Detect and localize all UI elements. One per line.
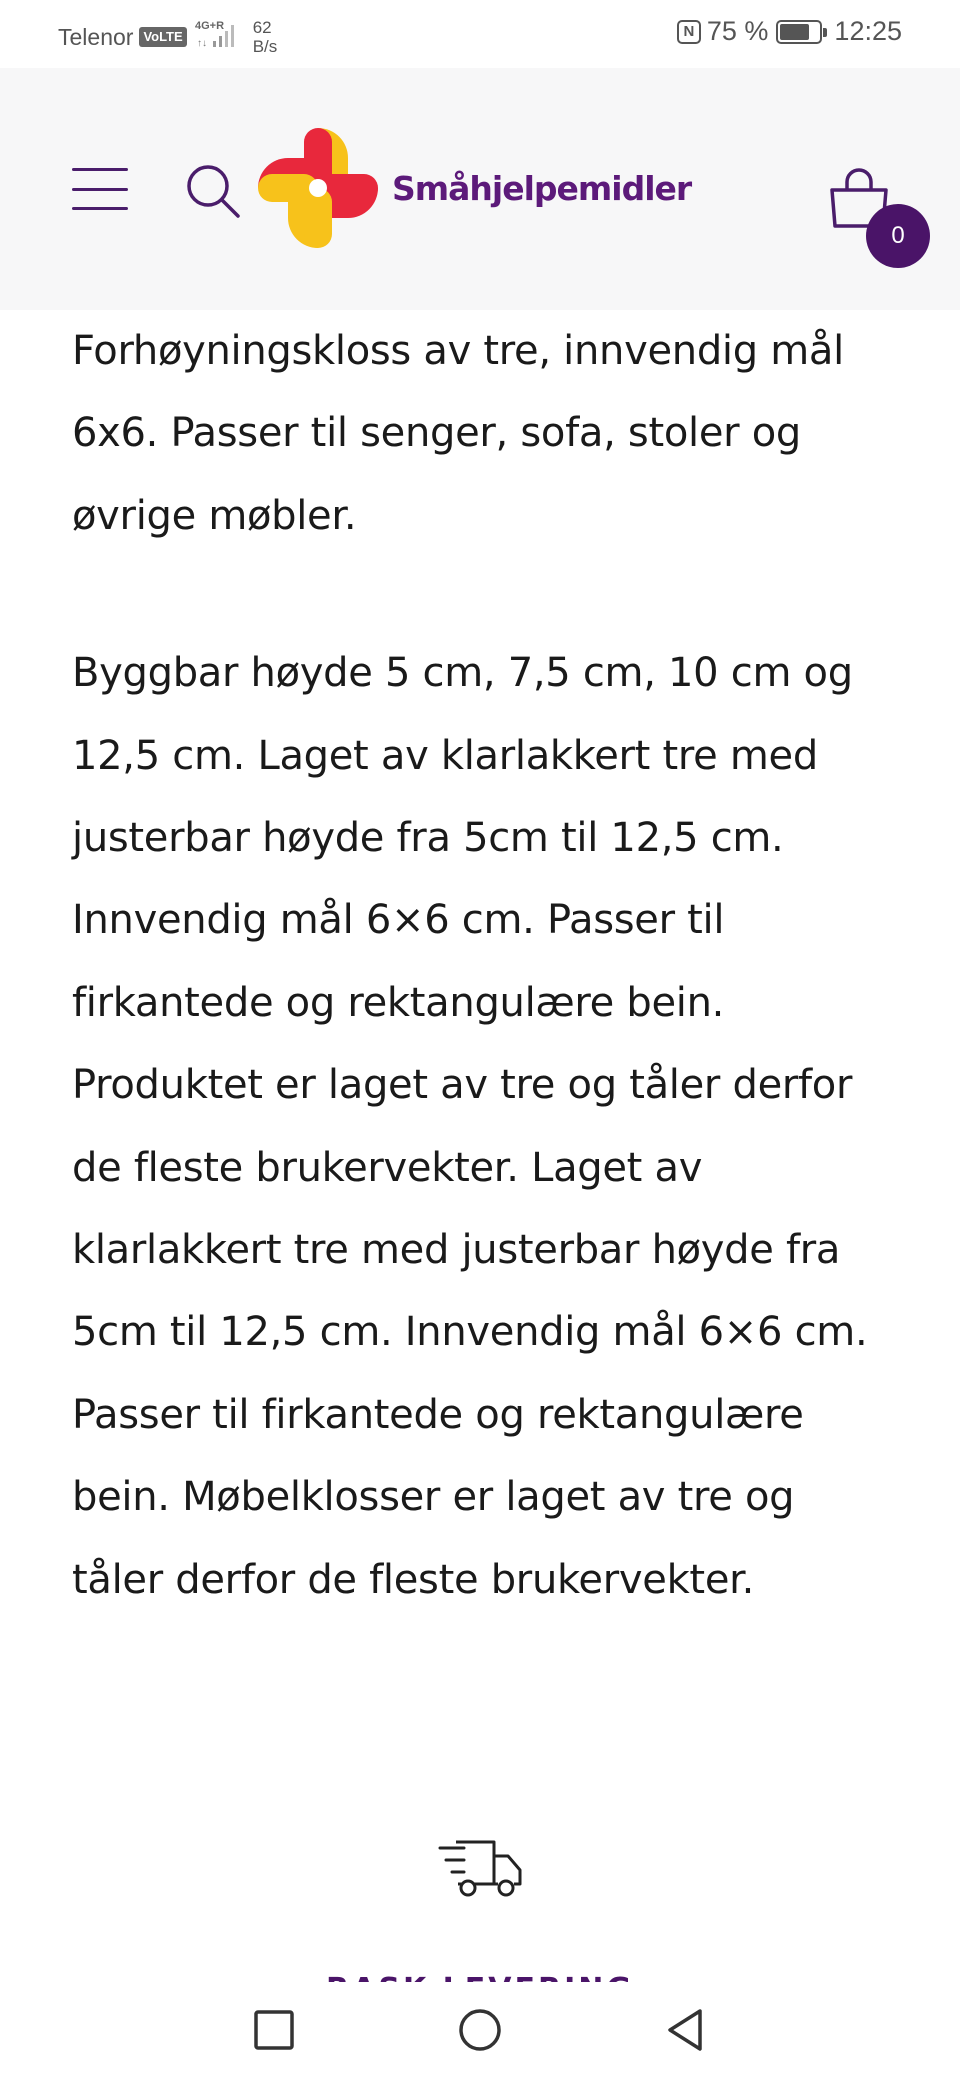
clock: 12:25 xyxy=(834,16,902,46)
status-right xyxy=(677,16,902,47)
delivery-label xyxy=(0,1958,960,1982)
battery-percent: 75 % xyxy=(706,16,769,46)
signal-icon xyxy=(195,19,239,55)
fast-delivery-truck-icon xyxy=(436,1838,526,1900)
status-left xyxy=(58,18,277,56)
status-bar xyxy=(0,0,960,68)
logo-text: Småhjelpemidler xyxy=(392,168,692,208)
nfc-icon: N xyxy=(677,20,701,44)
description-paragraph-1: Forhøyningskloss av tre, innvendig mål 6x6. Passer til senger, sofa, stoler og øvrige møbler. xyxy=(72,328,844,539)
site-logo[interactable] xyxy=(256,126,691,250)
battery-icon xyxy=(776,20,822,44)
recent-apps-square-icon[interactable] xyxy=(248,2004,300,2056)
svg-text:4G+R: 4G+R xyxy=(194,20,224,32)
svg-text:↑↓: ↑↓ xyxy=(196,38,207,49)
network-speed-value: 62 xyxy=(252,18,272,37)
back-triangle-icon[interactable] xyxy=(660,2004,712,2056)
network-speed-unit: B/s xyxy=(252,37,278,56)
search-icon[interactable] xyxy=(184,162,242,220)
network-speed xyxy=(253,18,278,56)
site-header xyxy=(0,68,960,310)
system-nav-bar xyxy=(0,1982,960,2080)
volte-badge: VoLTE xyxy=(139,27,186,47)
product-description xyxy=(72,310,892,1621)
cross-flower-logo-icon xyxy=(256,126,380,250)
description-paragraph-2: Byggbar høyde 5 cm, 7,5 cm, 10 cm og 12,5 cm. Laget av klarlakkert tre med justerbar høyde fra 5cm til 12,5 cm. Innvendig mål 6×6 cm. Passer til firkantede og rektangulære bein. Produktet er laget av tre og tåler derfor de fleste brukervekter. Laget av klarlakkert tre med justerbar høyde fra 5cm til 12,5 cm. Innvendig mål 6×6 cm. Passer til firkantede og rektangulære bein. Møbelklosser er laget av tre og tåler derfor de fleste brukervekter. xyxy=(72,650,868,1603)
cart-count-badge[interactable]: 0 xyxy=(866,204,930,268)
hamburger-menu-icon[interactable] xyxy=(72,168,128,210)
carrier-name: Telenor xyxy=(58,23,134,50)
home-circle-icon[interactable] xyxy=(454,2004,506,2056)
